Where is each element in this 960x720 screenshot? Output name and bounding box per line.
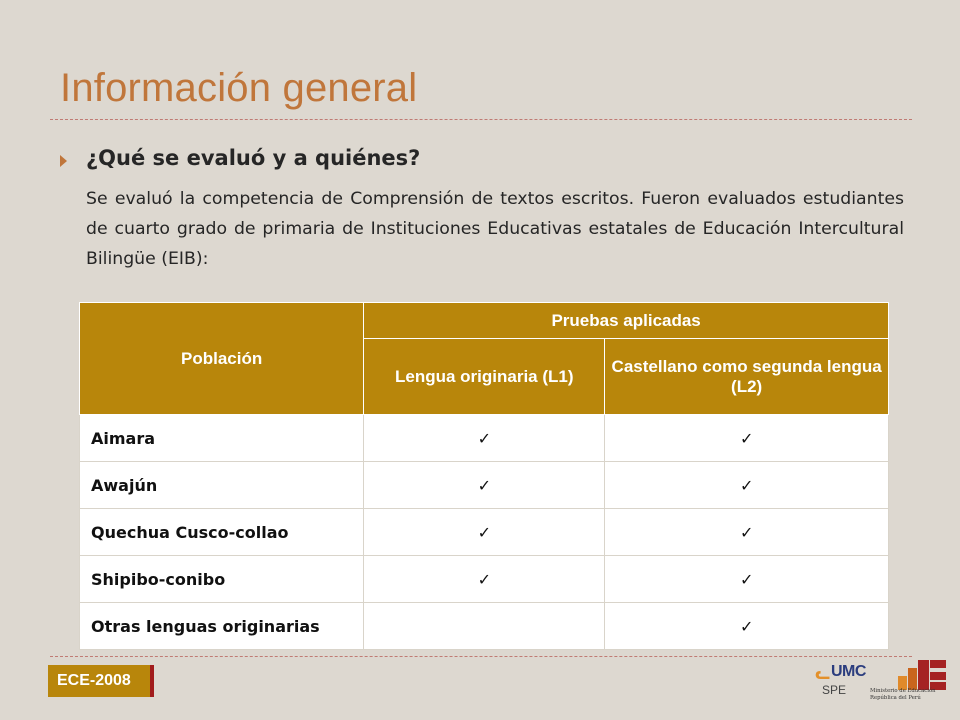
population-cell: Aimara	[80, 415, 364, 462]
l1-check-cell	[364, 415, 605, 462]
ministry-line-2: República del Perú	[870, 695, 921, 701]
logo-bar	[930, 672, 946, 680]
l2-check-cell	[605, 603, 889, 650]
check-icon: ✓	[739, 475, 754, 495]
table-row	[80, 509, 889, 556]
logo-bar	[908, 668, 917, 690]
population-cell: Awajún	[80, 462, 364, 509]
check-icon: ✓	[739, 616, 754, 636]
table-row	[80, 556, 889, 603]
table-row	[80, 415, 889, 462]
umc-figure-icon: ᓚ	[815, 664, 830, 683]
title-divider	[50, 119, 912, 120]
check-icon: ✓	[477, 522, 491, 542]
logo-bar	[930, 660, 946, 668]
umc-logo-text: UMC	[831, 663, 866, 680]
l2-check-cell	[605, 415, 889, 462]
bullet-arrow-icon	[60, 155, 67, 167]
ministry-logo	[868, 654, 948, 704]
population-cell: Quechua Cusco-collao	[80, 509, 364, 556]
table-row	[80, 462, 889, 509]
l1-check-cell	[364, 556, 605, 603]
check-icon: ✓	[739, 522, 754, 542]
check-icon: ✓	[477, 428, 491, 448]
table-row	[80, 603, 889, 650]
l2-check-cell	[605, 509, 889, 556]
l2-check-cell	[605, 556, 889, 603]
check-icon: ✓	[739, 428, 754, 448]
ministry-line-1: Ministerio de Educación	[870, 688, 936, 694]
check-icon: ✓	[477, 475, 491, 495]
description-paragraph: Se evaluó la competencia de Comprensión de textos escritos. Fueron evaluados estudiantes de cuarto grado de primaria de Instituciones Educativas estatales de Educación Intercultural Bilingüe (EIB):	[86, 189, 904, 269]
l1-check-cell	[364, 603, 605, 650]
ministry-text	[870, 688, 950, 702]
check-icon: ✓	[477, 569, 491, 589]
header-tests: Pruebas aplicadas	[364, 303, 889, 339]
population-cell: Shipibo-conibo	[80, 556, 364, 603]
header-l1: Lengua originaria (L1)	[364, 339, 605, 415]
header-population: Población	[80, 303, 364, 415]
check-icon: ✓	[739, 569, 754, 589]
l1-check-cell	[364, 509, 605, 556]
tests-table	[79, 302, 889, 650]
l2-check-cell	[605, 462, 889, 509]
logo-bar	[918, 660, 929, 690]
footer-divider	[50, 656, 912, 657]
slide-title: Información general	[60, 66, 418, 110]
question-heading: ¿Qué se evaluó y a quiénes?	[86, 146, 421, 170]
population-cell: Otras lenguas originarias	[80, 603, 364, 650]
l1-check-cell	[364, 462, 605, 509]
header-l2: Castellano como segunda lengua (L2)	[605, 339, 889, 415]
footer-tag: ECE-2008	[48, 665, 154, 697]
spe-label: SPE	[822, 683, 847, 697]
